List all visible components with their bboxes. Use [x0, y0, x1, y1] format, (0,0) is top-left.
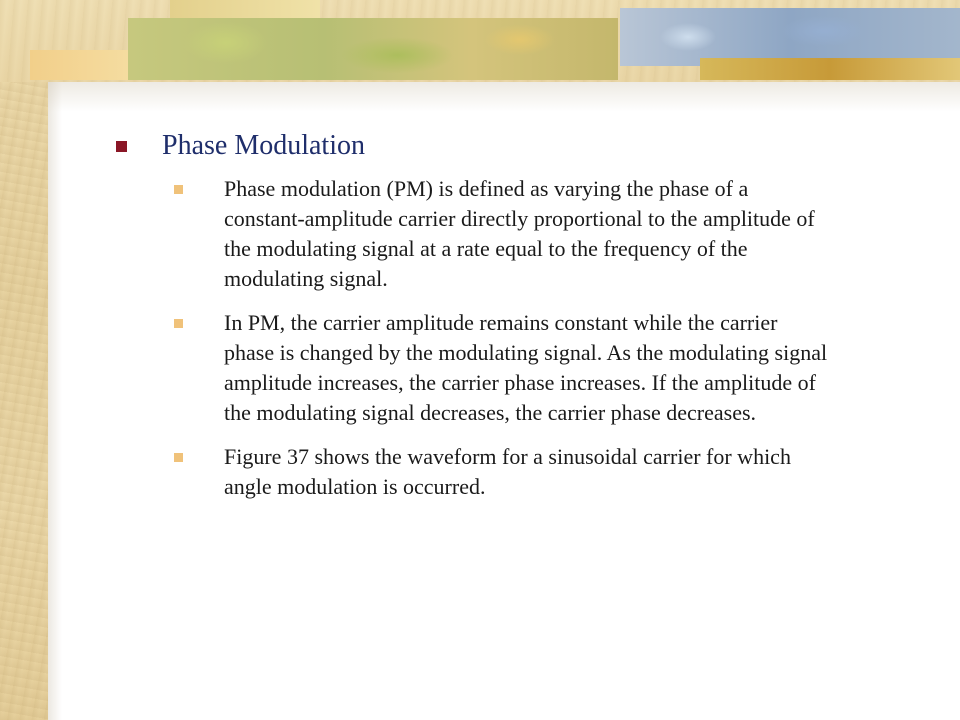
- left-decorative-strip: [0, 0, 48, 720]
- square-bullet-icon: [116, 141, 127, 152]
- bullet-text: In PM, the carrier amplitude remains constant while the carrier phase is changed by the modulating signal. As the modulating signal amplitude increases, the carrier phase increases. If the amplitude of the modulating signal decreases, the carrier phase decreases.: [224, 310, 828, 425]
- bullet-item: [116, 308, 829, 428]
- bullet-list: [116, 174, 916, 502]
- collage-decoration: [700, 58, 960, 80]
- square-bullet-icon: [174, 185, 183, 194]
- bullet-item: [116, 174, 829, 294]
- slide-content: [116, 126, 916, 516]
- square-bullet-icon: [174, 319, 183, 328]
- collage-decoration: [128, 18, 618, 80]
- slide-title: Phase Modulation: [162, 130, 365, 161]
- square-bullet-icon: [174, 453, 183, 462]
- bullet-text: Phase modulation (PM) is defined as varying the phase of a constant-amplitude carrier directly proportional to the amplitude of the modulating signal at a rate equal to the frequency of the modulating signal.: [224, 176, 815, 291]
- bullet-text: Figure 37 shows the waveform for a sinusoidal carrier for which angle modulation is occurred.: [224, 444, 791, 499]
- title-row: [116, 126, 916, 166]
- bullet-item: [116, 442, 829, 502]
- top-decorative-band: [0, 0, 960, 82]
